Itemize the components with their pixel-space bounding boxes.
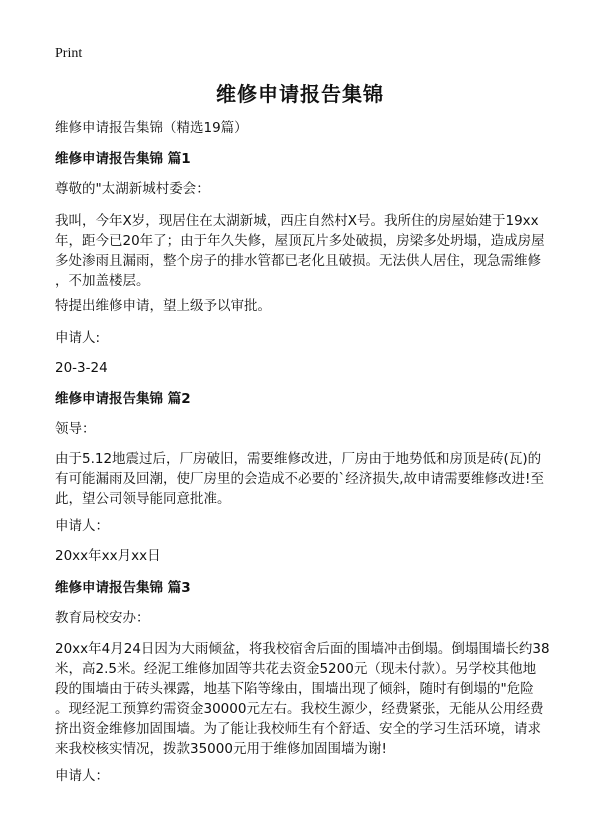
paragraph-1 [55, 211, 545, 291]
paragraph-line: 挤出资金维修加固围墙。为了能让我校师生有个舒适、安全的学习生活环境，请求 [55, 721, 541, 737]
paragraph-line: ，不加盖楼层。 [55, 273, 150, 289]
section-heading-3: 维修申请报告集锦 篇3 [55, 580, 191, 596]
paragraph-line: 年，距今已20年了；由于年久失修，屋顶瓦片多处破损，房梁多处坍塌，造成房屋 [55, 233, 545, 249]
paragraph-line: 段的围墙由于砖头裸露，地基下陷等缘由，围墙出现了倾斜，随时有倒塌的"危险 [55, 681, 534, 697]
paragraph-line: 多处渗雨且漏雨，整个房子的排水管都已老化且破损。无法供人居住，现急需维修 [55, 253, 541, 269]
subtitle: 维修申请报告集锦（精选19篇） [55, 120, 248, 136]
paragraph-3 [55, 639, 550, 759]
section-heading-1: 维修申请报告集锦 篇1 [55, 151, 191, 167]
paragraph-2 [55, 449, 544, 509]
paragraph-line: 米，高2.5米。经泥工维修加固等共花去资金5200元（现未付款）。另学校其他地 [55, 661, 537, 677]
paragraph-line: 我叫，今年X岁，现居住在太湖新城，西庄自然村X号。我所住的房屋始建于19xx [55, 213, 539, 229]
request-line-1: 特提出维修申请，望上级予以审批。 [55, 298, 271, 314]
salutation-2: 领导： [55, 421, 96, 437]
date-1: 20-3-24 [55, 360, 108, 376]
applicant-3: 申请人： [55, 768, 109, 784]
print-link[interactable]: Print [55, 46, 83, 61]
date-2: 20xx年xx月xx日 [55, 548, 161, 564]
paragraph-line: 。现经泥工预算约需资金30000元左右。我校生源少，经费紧张，无能从公用经费 [55, 701, 544, 717]
paragraph-line: 有可能漏雨及回潮，使厂房里的会造成不必要的`经济损失,故申请需要维修改进!至 [55, 471, 544, 487]
paragraph-line: 来我校核实情况，拨款35000元用于维修加固围墙为谢! [55, 741, 387, 757]
section-heading-2: 维修申请报告集锦 篇2 [55, 391, 191, 407]
paragraph-line: 20xx年4月24日因为大雨倾盆，将我校宿舍后面的围墙冲击倒塌。倒塌围墙长约38 [55, 641, 550, 657]
applicant-1: 申请人: [55, 330, 101, 346]
paragraph-line: 此，望公司领导能同意批准。 [55, 491, 231, 507]
salutation-1: 尊敬的"太湖新城村委会： [55, 181, 210, 197]
salutation-3: 教育局校安办： [55, 610, 150, 626]
paragraph-line: 由于5.12地震过后，厂房破旧，需要维修改进，厂房由于地势低和房顶是砖(瓦)的 [55, 451, 542, 467]
applicant-2: 申请人： [55, 518, 109, 534]
page-title: 维修申请报告集锦 [216, 82, 384, 106]
